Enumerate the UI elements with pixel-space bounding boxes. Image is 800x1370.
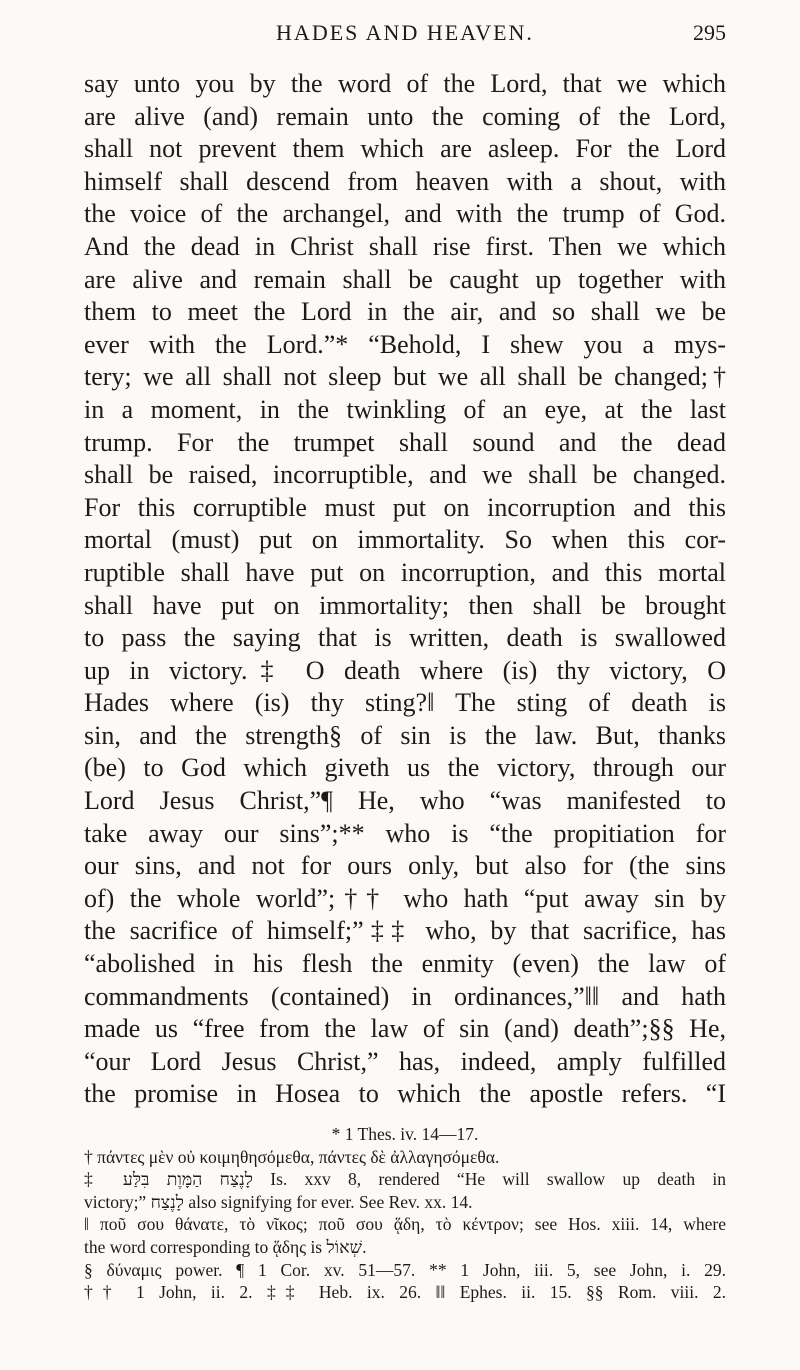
- footnote-line: ‡ לָנֶצַח הַמָּוֶת בִּלַּע Is. xxv 8, rendered “He will swallow up death in: [84, 1169, 726, 1190]
- body-line: (be) to God which giveth us the victory, through our: [84, 753, 726, 783]
- body-line: And the dead in Christ shall rise first. Then we which: [84, 231, 726, 261]
- body-line: are alive (and) remain unto the coming of the Lord,: [84, 101, 726, 131]
- body-line: in a moment, in the twinkling of an eye, at the last: [84, 394, 726, 424]
- footnote-line: the word corresponding to ᾅδης is שְׁאוֹל.: [84, 1236, 367, 1257]
- body-line: shall not prevent them which are asleep. For the Lord: [84, 134, 726, 164]
- body-line: ever with the Lord.”* “Behold, I shew you a mys-: [84, 329, 726, 359]
- footnote-line: § δύναμις power. ¶ 1 Cor. xv. 51—57. ** 1 John, iii. 5, see John, i. 29.: [84, 1259, 726, 1280]
- body-line: “our Lord Jesus Christ,” has, indeed, amply fulfilled: [84, 1046, 726, 1076]
- running-head: [84, 0, 726, 68]
- body-line: Hades where (is) thy sting?‖ The sting of death is: [84, 688, 726, 718]
- body-line: For this corruptible must put on incorruption and this: [84, 492, 726, 522]
- body-line: himself shall descend from heaven with a shout, with: [84, 166, 726, 196]
- footnote-line: victory;” לָנֶצַח also signifying for ever. See Rev. xx. 14.: [84, 1191, 473, 1212]
- body-line: up in victory.‡ O death where (is) thy victory, O: [84, 655, 726, 685]
- body-line: shall have put on immortality; then shall be brought: [84, 590, 726, 620]
- body-line: to pass the saying that is written, death is swallowed: [84, 623, 726, 653]
- body-line: trump. For the trumpet shall sound and the dead: [84, 427, 726, 457]
- footnote-line: ‖ ποῦ σου θάνατε, τὸ νῖκος; ποῦ σου ᾅδη, τὸ κέντρον; see Hos. xiii. 14, where: [84, 1214, 726, 1235]
- body-line: the sacrifice of himself;”‡‡ who, by that sacrifice, has: [84, 916, 726, 946]
- footnote-line: †† 1 John, ii. 2. ‡‡ Heb. ix. 26. ‖‖ Ephes. ii. 15. §§ Rom. viii. 2.: [84, 1282, 726, 1303]
- body-line: tery; we all shall not sleep but we all shall be changed;†: [84, 362, 726, 392]
- body-line: ruptible shall have put on incorruption, and this mortal: [84, 557, 726, 587]
- body-line: made us “free from the law of sin (and) death”;§§ He,: [84, 1014, 726, 1044]
- page-number: 295: [693, 20, 726, 45]
- footnote-line: † πάντες μὲν οὐ κοιμηθησόμεθα, πάντες δὲ ἀλλαγησόμεθα.: [84, 1146, 500, 1167]
- footnotes: [84, 1123, 726, 1304]
- body-line: Lord Jesus Christ,”¶ He, who “was manifested to: [84, 786, 726, 816]
- body-line: shall be raised, incorruptible, and we shall be changed.: [84, 460, 726, 490]
- body-line: of) the whole world”;†† who hath “put away sin by: [84, 883, 726, 913]
- body-line: “abolished in his flesh the enmity (even) the law of: [84, 949, 726, 979]
- body-line: take away our sins”;** who is “the propitiation for: [84, 818, 726, 848]
- running-title: HADES AND HEAVEN.: [276, 20, 534, 45]
- body-line: are alive and remain shall be caught up together with: [84, 264, 726, 294]
- body-text: [84, 68, 726, 1111]
- body-line: sin, and the strength§ of sin is the law. But, thanks: [84, 720, 726, 750]
- body-line: say unto you by the word of the Lord, that we which: [84, 69, 726, 98]
- footnote-line: * 1 Thes. iv. 14—17.: [331, 1124, 479, 1144]
- body-line: the promise in Hosea to which the apostle refers. “I: [84, 1079, 726, 1109]
- body-line: our sins, and not for ours only, but also for (the sins: [84, 851, 726, 881]
- body-line: the voice of the archangel, and with the trump of God.: [84, 199, 726, 229]
- body-line: mortal (must) put on immortality. So when this cor-: [84, 525, 726, 555]
- body-line: commandments (contained) in ordinances,”‖‖ and hath: [84, 981, 726, 1011]
- body-line: them to meet the Lord in the air, and so shall we be: [84, 297, 726, 327]
